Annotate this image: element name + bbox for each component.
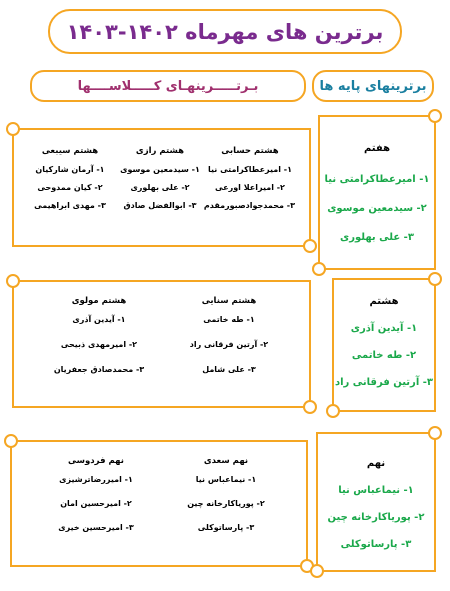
- class-column: [25, 146, 115, 219]
- grade-student: ۳- آرتین فرقانی راد: [335, 377, 433, 388]
- grade-student: ۲- سیدمعین موسوی: [327, 203, 427, 214]
- student-name: ۳- محمدصادق جعفریان: [53, 365, 145, 374]
- grade-student: ۳- علی بهلوری: [340, 232, 414, 243]
- class-title: هشتم مولوی: [71, 296, 127, 306]
- scroll-curl-icon: [4, 434, 18, 448]
- class-title: نهم فردوسی: [68, 456, 124, 466]
- class-column: [205, 146, 295, 219]
- class-column: [31, 456, 161, 541]
- grade-student: ۱- آیدین آذری: [350, 323, 418, 334]
- class-panel-2: [12, 280, 311, 408]
- scroll-curl-icon: [428, 109, 442, 123]
- scroll-curl-icon: [310, 564, 324, 578]
- class-title: هشتم سیبعی: [41, 146, 99, 156]
- student-name: ۳- پارساتوکلی: [197, 523, 255, 532]
- student-name: ۱- طه خاتمی: [203, 315, 255, 324]
- student-name: ۱- امیرعطاکرامتی نیا: [208, 165, 292, 174]
- student-name: ۲- کیان ممدوحی: [37, 183, 103, 192]
- student-name: ۲- امیرحسین امان: [60, 499, 132, 508]
- grades-header: برترینهای پایه ها: [319, 78, 427, 94]
- page-title: برترین های مهرماه ۱۴۰۲-۱۴۰۳: [66, 19, 384, 44]
- page-title-box: [48, 9, 402, 54]
- scroll-curl-icon: [6, 122, 20, 136]
- student-name: ۲- پوریاکارخانه چین: [187, 499, 265, 508]
- grade-student: ۲- طه خاتمی: [351, 350, 417, 361]
- classes-header-box: [30, 70, 306, 102]
- student-name: ۱- آرمان شارکیان: [35, 165, 105, 174]
- grade-panel-9: [316, 432, 436, 572]
- grade-student: ۳- پارساتوکلی: [340, 539, 412, 550]
- class-title: هشتم حسابی: [221, 146, 279, 156]
- grade-student: ۱- امیرعطاکرامتی نیا: [324, 174, 430, 185]
- student-name: ۳- محمدجوادصبورمقدم: [203, 201, 295, 210]
- grade-title: نهم: [366, 458, 386, 469]
- class-panel-1: [12, 128, 311, 247]
- student-name: ۲- علی بهلوری: [130, 183, 190, 192]
- student-name: ۱- سیدمعین موسوی: [120, 165, 200, 174]
- class-column: [169, 296, 289, 383]
- scroll-curl-icon: [303, 239, 317, 253]
- scroll-curl-icon: [312, 262, 326, 276]
- grade-title: هفتم: [363, 143, 391, 154]
- class-column: [115, 146, 205, 219]
- student-name: ۱- نیماعباس نیا: [195, 475, 257, 484]
- scroll-curl-icon: [428, 426, 442, 440]
- grade-panel-8: [332, 278, 436, 412]
- scroll-curl-icon: [303, 400, 317, 414]
- student-name: ۱- آیدین آذری: [72, 315, 126, 324]
- classes-header: بـرتـــــرینهـای کـــــلاســــها: [77, 78, 259, 94]
- grade-title: هشتم: [369, 296, 399, 307]
- scroll-curl-icon: [326, 404, 340, 418]
- class-column: [34, 296, 164, 383]
- student-name: ۳- ابوالفضل صادق: [123, 201, 197, 210]
- grade-student: ۲- پوریاکارخانه چین: [327, 512, 425, 523]
- student-name: ۱- امیررضاترشیزی: [59, 475, 133, 484]
- grade-panel-7: [318, 115, 436, 270]
- class-column: [166, 456, 286, 541]
- grade-student: ۱- نیماعباس نیا: [338, 485, 414, 496]
- student-name: ۳- علی شامل: [202, 365, 256, 374]
- scroll-curl-icon: [6, 274, 20, 288]
- scroll-curl-icon: [428, 272, 442, 286]
- student-name: ۲- آرتین فرقانی راد: [189, 340, 269, 349]
- student-name: ۳- مهدی ابراهیمی: [34, 201, 106, 210]
- class-panel-3: [10, 440, 308, 567]
- class-title: نهم سعدی: [203, 456, 249, 466]
- class-title: هشتم سنایی: [201, 296, 257, 306]
- grades-header-box: [312, 70, 434, 102]
- student-name: ۲- امیراعلا اورعی: [215, 183, 285, 192]
- student-name: ۲- امیرمهدی ذبیحی: [60, 340, 138, 349]
- student-name: ۳- امیرحسین خیری: [58, 523, 134, 532]
- class-title: هشتم رازی: [135, 146, 185, 156]
